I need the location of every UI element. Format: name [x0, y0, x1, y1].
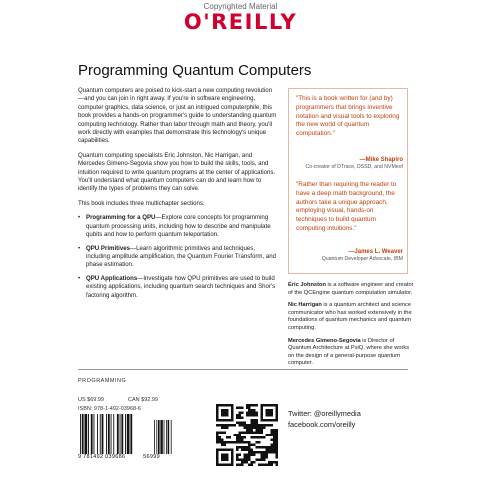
author-name: Mercedes Gimeno-Segovia	[288, 337, 361, 344]
section-heading: Programming for a QPU	[86, 214, 156, 222]
qr-code	[216, 404, 278, 466]
twitter-handle[interactable]: Twitter: @oreillymedia	[288, 409, 361, 418]
footer-divider	[78, 369, 408, 370]
category-label: PROGRAMMING	[78, 378, 127, 384]
copyright-watermark: Copyrighted Material	[203, 2, 278, 11]
section-text: —Investigate how QPU primitives are used to build existing applications, including quantum search techniques and Shor's factoring algorithm.	[86, 274, 276, 299]
description-paragraph-3: This book includes three multichapter sections:	[78, 199, 205, 207]
author-bio	[288, 282, 416, 297]
endorsement-box	[288, 88, 408, 274]
section-list	[78, 214, 278, 300]
section-heading: QPU Primitives	[86, 244, 131, 252]
endorsement-quote: "This is a book written for (and by) programmers that brings inventive notation and visual tools to exploring the new world of quantum computation."	[296, 95, 400, 138]
endorser-role: Quantum Developer Advocate, IBM	[321, 255, 403, 262]
publisher-logo: O'REILLY	[183, 10, 298, 34]
author-bio-text: is a software engineer and creator of the QCEngine quantum computation simulator.	[288, 282, 414, 296]
section-text: —Explore core concepts for programming quantum processing units, including how to describe and manipulate qubits and how to perform quantum teleportation.	[86, 214, 271, 239]
endorser-name: —James L. Weaver	[348, 249, 403, 255]
author-name: Nic Harrigan	[288, 302, 322, 309]
author-name: Eric Johnston	[288, 282, 326, 288]
barcode-digits	[78, 454, 160, 460]
isbn-barcode	[78, 414, 178, 454]
endorsement-quote: "Rather than requiring the reader to have a deep math background, the authors take a unique approach, employing visual, hands-on techniques to build quantum computing intuitions."	[296, 181, 397, 232]
endorsement-attribution	[293, 157, 403, 170]
section-item	[86, 245, 278, 270]
section-heading: QPU Applications	[86, 274, 138, 282]
isbn-digits: 9 781492 039686	[78, 454, 126, 460]
author-bio	[288, 338, 416, 368]
description-paragraph-1: Quantum computers are poised to kick-start a new computing revolution—and you can join in right away. If you're in software engineering, computer graphics, data science, or just an intrigued computerphile, this book provides a hands-on programmer's guide to understanding quantum computing technology. Rather than labor through math and theory, you'll work directly with examples that demonstrate this technology's unique capabilities.	[78, 87, 277, 145]
author-bio-text: is Director of Quantum Architecture at PsiQ, where she works on the design of a general-purpose quantum computer.	[288, 337, 410, 367]
book-title: Programming Quantum Computers	[78, 62, 312, 79]
social-links	[288, 408, 361, 430]
author-bio	[288, 302, 416, 332]
author-bio-text: is a quantum architect and science communicator who has worked extensively in the foundations of quantum mechanics and quantum computing.	[288, 302, 412, 331]
author-bios	[288, 282, 416, 373]
endorsement-attribution	[293, 249, 403, 262]
facebook-link[interactable]: facebook.com/oreilly	[288, 420, 356, 429]
description-paragraph-2: Quantum computing specialists Eric Johnston, Nic Harrigan, and Mercedes Gimeno-Segovia show you how to build the skills, tools, and intuition required to write quantum programs at the center of applications. You'll understand what quantum computers can do and learn how to identify the types of problems they can solve.	[78, 151, 276, 193]
endorser-name: —Mike Shapiro	[359, 157, 403, 163]
can-price: CAN $92.99	[128, 397, 158, 403]
section-item	[86, 275, 278, 300]
isbn: ISBN: 978-1-492-03968-6	[78, 406, 141, 412]
section-text: —Learn algorithmic primitives and techniques, including amplitude amplification, the Quantum Fourier Transform, and phase estimation.	[86, 244, 277, 269]
us-price: US $69.99	[78, 397, 104, 403]
description-column	[78, 87, 278, 305]
price-addon-digits: 56999	[143, 454, 160, 460]
endorser-role: Co-creator of DTrace, DSSD, and NVMeof	[305, 163, 403, 170]
section-item	[86, 214, 278, 239]
